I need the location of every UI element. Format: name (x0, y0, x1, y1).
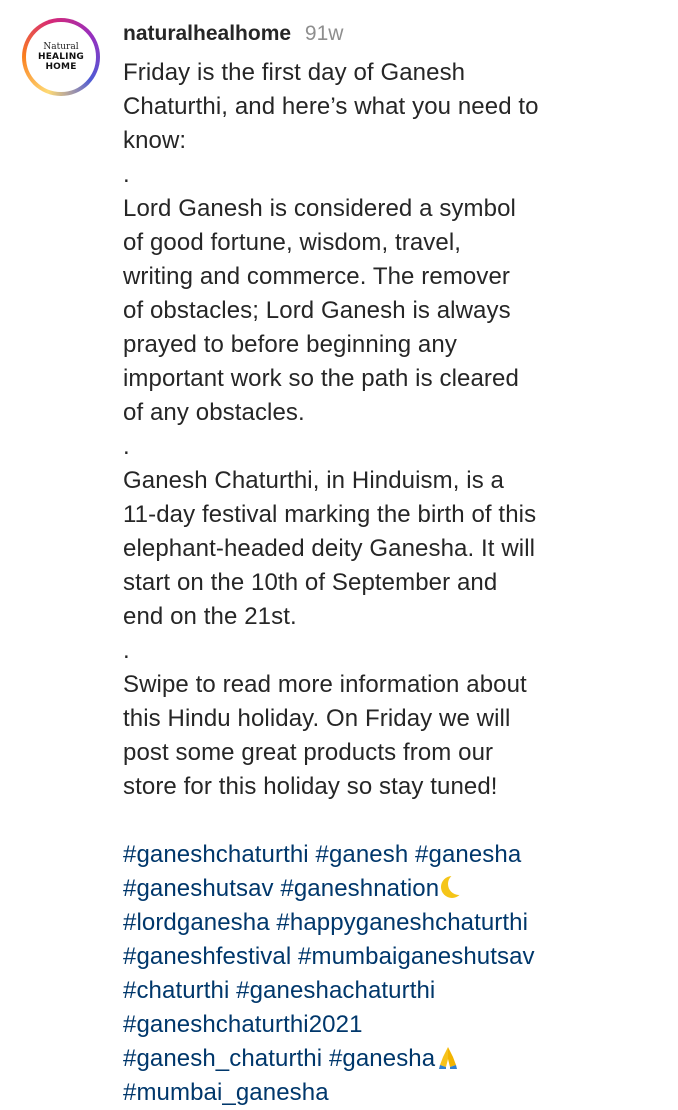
caption-line: writing and commerce. The remover (123, 263, 510, 290)
hashtag-text[interactable]: #mumbai_ganesha (123, 1079, 329, 1106)
hashtag-text[interactable]: #ganesh_chaturthi #ganesha (123, 1045, 436, 1072)
caption-line: of obstacles; Lord Ganesh is always (123, 297, 511, 324)
caption-blank-line (123, 804, 663, 838)
hashtag-text[interactable]: #lordganesha #happyganeshchaturthi (123, 909, 529, 936)
logo-text-natural: Natural (43, 41, 79, 52)
crescent-moon-icon (441, 876, 463, 898)
caption-line: this Hindu holiday. On Friday we will (123, 705, 511, 732)
logo-text-home: HOME (45, 61, 77, 72)
caption-line: start on the 10th of September and (123, 569, 498, 596)
comment-header (123, 20, 663, 48)
caption-line: 11-day festival marking the birth of this (123, 501, 537, 528)
post-age: 91w (304, 22, 344, 45)
hashtag-text[interactable]: #ganeshfestival #mumbaiganeshutsav (123, 943, 535, 970)
hashtag-text[interactable]: #ganeshutsav #ganeshnation (123, 875, 440, 902)
hashtag-line[interactable] (123, 872, 663, 906)
caption-line: of good fortune, wisdom, travel, (123, 229, 462, 256)
hashtag-line[interactable] (123, 940, 663, 974)
username-link[interactable]: naturalhealhome (123, 22, 292, 45)
caption-separator: . (123, 637, 130, 664)
caption-line: elephant-headed deity Ganesha. It will (123, 535, 536, 562)
caption-line: Chaturthi, and here’s what you need to (123, 93, 539, 120)
caption-line: important work so the path is cleared (123, 365, 519, 392)
hashtag-text[interactable]: #ganeshchaturthi2021 (123, 1011, 363, 1038)
caption-line: end on the 21st. (123, 603, 297, 630)
hashtag-line[interactable] (123, 1076, 663, 1110)
caption-line: Ganesh Chaturthi, in Hinduism, is a (123, 467, 505, 494)
hashtag-text[interactable]: #chaturthi #ganeshachaturthi (123, 977, 436, 1004)
caption-separator: . (123, 161, 130, 188)
hashtag-line[interactable] (123, 974, 663, 1008)
brand-logo (31, 27, 91, 87)
hashtag-line[interactable] (123, 1042, 663, 1076)
hashtag-line[interactable] (123, 1008, 663, 1042)
hashtag-line[interactable] (123, 906, 663, 940)
avatar-frame (26, 22, 96, 92)
caption-line: Friday is the first day of Ganesh (123, 59, 466, 86)
caption-line: Swipe to read more information about (123, 671, 527, 698)
hashtag-text[interactable]: #ganeshchaturthi #ganesh #ganesha (123, 841, 522, 868)
caption-line: Lord Ganesh is considered a symbol (123, 195, 516, 222)
caption-line: prayed to before beginning any (123, 331, 457, 358)
hashtag-line[interactable] (123, 838, 663, 872)
comment-content (123, 18, 663, 1110)
caption-text (123, 56, 663, 1110)
avatar[interactable] (22, 18, 100, 96)
caption-separator: . (123, 433, 130, 460)
caption-line: post some great products from our (123, 739, 494, 766)
folded-hands-icon (437, 1045, 459, 1069)
caption-line: know: (123, 127, 187, 154)
caption-line: of any obstacles. (123, 399, 305, 426)
caption-line: store for this holiday so stay tuned! (123, 773, 498, 800)
logo-text-healing: HEALING (37, 51, 85, 62)
